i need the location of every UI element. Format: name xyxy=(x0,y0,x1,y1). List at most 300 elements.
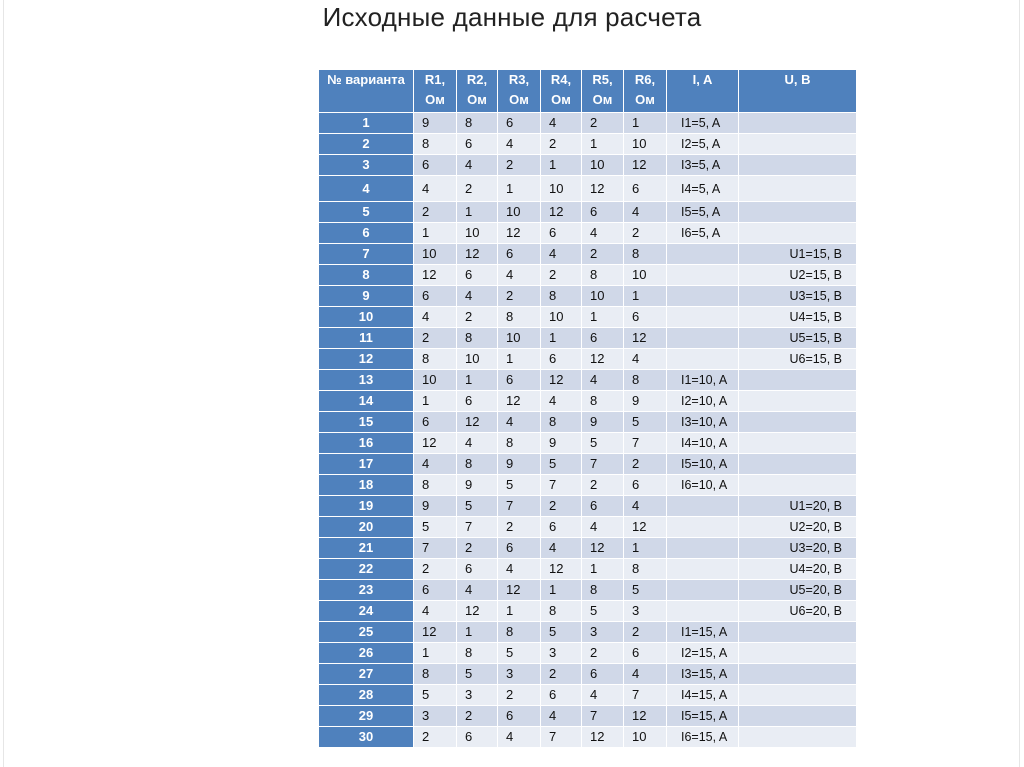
variant-number-cell: 8 xyxy=(319,265,414,286)
voltage-cell: U3=15, B xyxy=(739,286,857,307)
r1-value-cell: 12 xyxy=(414,433,457,454)
r3-value-cell: 5 xyxy=(498,475,541,496)
current-cell: I1=10, A xyxy=(667,370,739,391)
r3-value-cell: 1 xyxy=(498,176,541,202)
table-row xyxy=(319,475,857,496)
variant-number-cell: 2 xyxy=(319,134,414,155)
voltage-cell xyxy=(739,622,857,643)
r5-value-cell: 12 xyxy=(582,538,624,559)
r2-value-cell: 6 xyxy=(457,391,498,412)
r2-value-cell: 6 xyxy=(457,265,498,286)
r6-value-cell: 12 xyxy=(624,706,667,727)
r5-value-cell: 1 xyxy=(582,559,624,580)
current-cell xyxy=(667,265,739,286)
r3-value-cell: 12 xyxy=(498,223,541,244)
table-row xyxy=(319,664,857,685)
table-row xyxy=(319,328,857,349)
variant-number-cell: 6 xyxy=(319,223,414,244)
current-cell xyxy=(667,517,739,538)
variant-number-cell: 17 xyxy=(319,454,414,475)
table-row xyxy=(319,265,857,286)
r3-value-cell: 6 xyxy=(498,113,541,134)
r3-value-cell: 12 xyxy=(498,391,541,412)
r2-value-cell: 7 xyxy=(457,517,498,538)
r5-value-cell: 1 xyxy=(582,307,624,328)
table-row xyxy=(319,538,857,559)
r5-value-cell: 6 xyxy=(582,496,624,517)
r2-value-cell: 4 xyxy=(457,580,498,601)
r6-value-cell: 7 xyxy=(624,433,667,454)
voltage-cell: U5=15, B xyxy=(739,328,857,349)
variant-number-cell: 10 xyxy=(319,307,414,328)
current-cell: I5=15, A xyxy=(667,706,739,727)
r4-value-cell: 10 xyxy=(541,176,582,202)
r4-value-cell: 2 xyxy=(541,664,582,685)
variant-number-cell: 21 xyxy=(319,538,414,559)
r5-value-cell: 1 xyxy=(582,134,624,155)
r1-value-cell: 12 xyxy=(414,622,457,643)
current-cell: I2=5, A xyxy=(667,134,739,155)
r1-value-cell: 5 xyxy=(414,685,457,706)
r4-value-cell: 10 xyxy=(541,307,582,328)
voltage-cell xyxy=(739,643,857,664)
table-row xyxy=(319,155,857,176)
table-row xyxy=(319,349,857,370)
r3-value-cell: 4 xyxy=(498,727,541,748)
variant-number-cell: 19 xyxy=(319,496,414,517)
r4-value-cell: 5 xyxy=(541,454,582,475)
table-body xyxy=(319,113,857,748)
r2-value-cell: 1 xyxy=(457,622,498,643)
r4-value-cell: 4 xyxy=(541,706,582,727)
variant-number-cell: 18 xyxy=(319,475,414,496)
voltage-cell xyxy=(739,176,857,202)
r2-value-cell: 6 xyxy=(457,134,498,155)
r6-value-cell: 6 xyxy=(624,475,667,496)
r4-value-cell: 6 xyxy=(541,349,582,370)
r6-value-cell: 1 xyxy=(624,538,667,559)
variant-number-cell: 1 xyxy=(319,113,414,134)
r5-value-cell: 8 xyxy=(582,265,624,286)
voltage-cell xyxy=(739,706,857,727)
voltage-cell xyxy=(739,433,857,454)
current-cell xyxy=(667,307,739,328)
header-r2: R2, Ом xyxy=(457,70,498,113)
voltage-cell xyxy=(739,475,857,496)
r4-value-cell: 2 xyxy=(541,496,582,517)
voltage-cell xyxy=(739,155,857,176)
r3-value-cell: 7 xyxy=(498,496,541,517)
r5-value-cell: 3 xyxy=(582,622,624,643)
r5-value-cell: 8 xyxy=(582,391,624,412)
variant-number-cell: 9 xyxy=(319,286,414,307)
variants-table xyxy=(318,69,857,748)
r4-value-cell: 7 xyxy=(541,727,582,748)
r2-value-cell: 2 xyxy=(457,176,498,202)
r1-value-cell: 2 xyxy=(414,727,457,748)
r6-value-cell: 4 xyxy=(624,202,667,223)
voltage-cell: U4=20, B xyxy=(739,559,857,580)
r4-value-cell: 8 xyxy=(541,601,582,622)
r2-value-cell: 12 xyxy=(457,601,498,622)
current-cell: I4=5, A xyxy=(667,176,739,202)
current-cell: I3=10, A xyxy=(667,412,739,433)
r2-value-cell: 4 xyxy=(457,155,498,176)
table-header xyxy=(319,70,857,113)
r6-value-cell: 4 xyxy=(624,496,667,517)
r2-value-cell: 3 xyxy=(457,685,498,706)
r1-value-cell: 12 xyxy=(414,265,457,286)
header-variant: № варианта xyxy=(319,70,414,113)
variant-number-cell: 29 xyxy=(319,706,414,727)
variant-number-cell: 11 xyxy=(319,328,414,349)
r1-value-cell: 4 xyxy=(414,454,457,475)
variant-number-cell: 4 xyxy=(319,176,414,202)
current-cell: I3=15, A xyxy=(667,664,739,685)
variant-number-cell: 13 xyxy=(319,370,414,391)
r4-value-cell: 2 xyxy=(541,265,582,286)
variant-number-cell: 22 xyxy=(319,559,414,580)
r3-value-cell: 10 xyxy=(498,202,541,223)
table-row xyxy=(319,433,857,454)
r4-value-cell: 8 xyxy=(541,412,582,433)
current-cell xyxy=(667,496,739,517)
r6-value-cell: 2 xyxy=(624,223,667,244)
r2-value-cell: 6 xyxy=(457,559,498,580)
r3-value-cell: 1 xyxy=(498,349,541,370)
r3-value-cell: 6 xyxy=(498,370,541,391)
r6-value-cell: 8 xyxy=(624,370,667,391)
r4-value-cell: 8 xyxy=(541,286,582,307)
r4-value-cell: 6 xyxy=(541,517,582,538)
r1-value-cell: 9 xyxy=(414,113,457,134)
table-row xyxy=(319,727,857,748)
table-row xyxy=(319,244,857,265)
voltage-cell: U2=20, B xyxy=(739,517,857,538)
r5-value-cell: 5 xyxy=(582,433,624,454)
r1-value-cell: 1 xyxy=(414,223,457,244)
r6-value-cell: 4 xyxy=(624,664,667,685)
table-row xyxy=(319,176,857,202)
r2-value-cell: 9 xyxy=(457,475,498,496)
voltage-cell: U4=15, B xyxy=(739,307,857,328)
r6-value-cell: 10 xyxy=(624,265,667,286)
header-r1: R1, Ом xyxy=(414,70,457,113)
r5-value-cell: 9 xyxy=(582,412,624,433)
r4-value-cell: 6 xyxy=(541,685,582,706)
r5-value-cell: 6 xyxy=(582,664,624,685)
variant-number-cell: 14 xyxy=(319,391,414,412)
r6-value-cell: 12 xyxy=(624,155,667,176)
current-cell: I4=10, A xyxy=(667,433,739,454)
r6-value-cell: 6 xyxy=(624,307,667,328)
r5-value-cell: 7 xyxy=(582,706,624,727)
r3-value-cell: 12 xyxy=(498,580,541,601)
voltage-cell xyxy=(739,370,857,391)
r6-value-cell: 8 xyxy=(624,244,667,265)
r6-value-cell: 12 xyxy=(624,517,667,538)
r4-value-cell: 4 xyxy=(541,244,582,265)
r1-value-cell: 6 xyxy=(414,580,457,601)
table-row xyxy=(319,517,857,538)
voltage-cell: U1=15, B xyxy=(739,244,857,265)
r4-value-cell: 6 xyxy=(541,223,582,244)
table-row xyxy=(319,643,857,664)
r1-value-cell: 2 xyxy=(414,328,457,349)
r6-value-cell: 10 xyxy=(624,727,667,748)
variant-number-cell: 5 xyxy=(319,202,414,223)
r5-value-cell: 8 xyxy=(582,580,624,601)
r3-value-cell: 8 xyxy=(498,433,541,454)
r3-value-cell: 3 xyxy=(498,664,541,685)
r4-value-cell: 12 xyxy=(541,202,582,223)
current-cell: I1=5, A xyxy=(667,113,739,134)
table-row xyxy=(319,685,857,706)
r1-value-cell: 7 xyxy=(414,538,457,559)
voltage-cell: U1=20, B xyxy=(739,496,857,517)
r2-value-cell: 12 xyxy=(457,244,498,265)
current-cell xyxy=(667,244,739,265)
r4-value-cell: 2 xyxy=(541,134,582,155)
r1-value-cell: 2 xyxy=(414,202,457,223)
voltage-cell xyxy=(739,134,857,155)
table-row xyxy=(319,223,857,244)
r2-value-cell: 5 xyxy=(457,496,498,517)
current-cell xyxy=(667,580,739,601)
right-border-line xyxy=(1019,0,1020,767)
r5-value-cell: 4 xyxy=(582,370,624,391)
r5-value-cell: 12 xyxy=(582,349,624,370)
r6-value-cell: 7 xyxy=(624,685,667,706)
r5-value-cell: 10 xyxy=(582,286,624,307)
r6-value-cell: 2 xyxy=(624,622,667,643)
variant-number-cell: 25 xyxy=(319,622,414,643)
r3-value-cell: 4 xyxy=(498,265,541,286)
r1-value-cell: 1 xyxy=(414,643,457,664)
r2-value-cell: 2 xyxy=(457,706,498,727)
table-row xyxy=(319,391,857,412)
r1-value-cell: 4 xyxy=(414,601,457,622)
variant-number-cell: 20 xyxy=(319,517,414,538)
current-cell: I4=15, A xyxy=(667,685,739,706)
r3-value-cell: 4 xyxy=(498,412,541,433)
r3-value-cell: 5 xyxy=(498,643,541,664)
r5-value-cell: 5 xyxy=(582,601,624,622)
r5-value-cell: 4 xyxy=(582,223,624,244)
r6-value-cell: 5 xyxy=(624,412,667,433)
r6-value-cell: 10 xyxy=(624,134,667,155)
r1-value-cell: 3 xyxy=(414,706,457,727)
table-row xyxy=(319,601,857,622)
voltage-cell xyxy=(739,685,857,706)
r4-value-cell: 5 xyxy=(541,622,582,643)
r1-value-cell: 8 xyxy=(414,475,457,496)
header-r3: R3, Ом xyxy=(498,70,541,113)
r4-value-cell: 1 xyxy=(541,155,582,176)
r5-value-cell: 6 xyxy=(582,328,624,349)
r1-value-cell: 1 xyxy=(414,391,457,412)
voltage-cell xyxy=(739,454,857,475)
voltage-cell xyxy=(739,113,857,134)
table-row xyxy=(319,580,857,601)
variant-number-cell: 27 xyxy=(319,664,414,685)
current-cell: I5=5, A xyxy=(667,202,739,223)
r1-value-cell: 4 xyxy=(414,176,457,202)
r1-value-cell: 6 xyxy=(414,286,457,307)
current-cell: I2=10, A xyxy=(667,391,739,412)
current-cell: I6=10, A xyxy=(667,475,739,496)
voltage-cell: U3=20, B xyxy=(739,538,857,559)
r5-value-cell: 2 xyxy=(582,244,624,265)
r3-value-cell: 6 xyxy=(498,538,541,559)
r1-value-cell: 10 xyxy=(414,370,457,391)
r6-value-cell: 6 xyxy=(624,176,667,202)
r2-value-cell: 4 xyxy=(457,433,498,454)
variant-number-cell: 28 xyxy=(319,685,414,706)
r6-value-cell: 8 xyxy=(624,559,667,580)
voltage-cell: U6=20, B xyxy=(739,601,857,622)
left-border-line xyxy=(3,0,4,767)
voltage-cell: U5=20, B xyxy=(739,580,857,601)
r5-value-cell: 4 xyxy=(582,517,624,538)
r1-value-cell: 5 xyxy=(414,517,457,538)
r6-value-cell: 1 xyxy=(624,113,667,134)
r5-value-cell: 10 xyxy=(582,155,624,176)
r6-value-cell: 12 xyxy=(624,328,667,349)
r2-value-cell: 8 xyxy=(457,454,498,475)
r1-value-cell: 4 xyxy=(414,307,457,328)
current-cell: I3=5, A xyxy=(667,155,739,176)
table-row xyxy=(319,559,857,580)
r1-value-cell: 8 xyxy=(414,349,457,370)
header-r6: R6, Ом xyxy=(624,70,667,113)
r6-value-cell: 3 xyxy=(624,601,667,622)
r1-value-cell: 10 xyxy=(414,244,457,265)
table-row xyxy=(319,622,857,643)
r2-value-cell: 6 xyxy=(457,727,498,748)
variant-number-cell: 12 xyxy=(319,349,414,370)
header-current: I, A xyxy=(667,70,739,113)
table-row xyxy=(319,286,857,307)
r5-value-cell: 4 xyxy=(582,685,624,706)
r3-value-cell: 2 xyxy=(498,155,541,176)
r5-value-cell: 12 xyxy=(582,176,624,202)
r2-value-cell: 2 xyxy=(457,307,498,328)
r3-value-cell: 8 xyxy=(498,307,541,328)
header-voltage: U, B xyxy=(739,70,857,113)
r4-value-cell: 12 xyxy=(541,559,582,580)
r2-value-cell: 10 xyxy=(457,349,498,370)
r4-value-cell: 12 xyxy=(541,370,582,391)
table-row xyxy=(319,307,857,328)
r5-value-cell: 12 xyxy=(582,727,624,748)
r2-value-cell: 12 xyxy=(457,412,498,433)
r3-value-cell: 2 xyxy=(498,286,541,307)
r4-value-cell: 4 xyxy=(541,538,582,559)
r3-value-cell: 2 xyxy=(498,685,541,706)
variant-number-cell: 15 xyxy=(319,412,414,433)
r4-value-cell: 9 xyxy=(541,433,582,454)
voltage-cell: U2=15, B xyxy=(739,265,857,286)
voltage-cell xyxy=(739,223,857,244)
voltage-cell: U6=15, B xyxy=(739,349,857,370)
r5-value-cell: 2 xyxy=(582,643,624,664)
r6-value-cell: 1 xyxy=(624,286,667,307)
r5-value-cell: 7 xyxy=(582,454,624,475)
table-row xyxy=(319,706,857,727)
current-cell xyxy=(667,559,739,580)
r5-value-cell: 2 xyxy=(582,475,624,496)
r3-value-cell: 4 xyxy=(498,559,541,580)
r2-value-cell: 5 xyxy=(457,664,498,685)
r2-value-cell: 1 xyxy=(457,202,498,223)
r2-value-cell: 10 xyxy=(457,223,498,244)
r4-value-cell: 1 xyxy=(541,328,582,349)
table-row xyxy=(319,113,857,134)
r4-value-cell: 4 xyxy=(541,113,582,134)
variant-number-cell: 23 xyxy=(319,580,414,601)
r4-value-cell: 4 xyxy=(541,391,582,412)
current-cell: I6=15, A xyxy=(667,727,739,748)
r1-value-cell: 6 xyxy=(414,412,457,433)
r3-value-cell: 4 xyxy=(498,134,541,155)
r3-value-cell: 6 xyxy=(498,706,541,727)
variant-number-cell: 16 xyxy=(319,433,414,454)
header-r4: R4, Ом xyxy=(541,70,582,113)
r1-value-cell: 2 xyxy=(414,559,457,580)
r2-value-cell: 8 xyxy=(457,113,498,134)
r3-value-cell: 2 xyxy=(498,517,541,538)
r1-value-cell: 6 xyxy=(414,155,457,176)
r6-value-cell: 9 xyxy=(624,391,667,412)
r2-value-cell: 1 xyxy=(457,370,498,391)
table-row xyxy=(319,412,857,433)
r2-value-cell: 2 xyxy=(457,538,498,559)
current-cell xyxy=(667,349,739,370)
table-row xyxy=(319,370,857,391)
voltage-cell xyxy=(739,412,857,433)
r6-value-cell: 2 xyxy=(624,454,667,475)
table-row xyxy=(319,454,857,475)
variant-number-cell: 30 xyxy=(319,727,414,748)
r3-value-cell: 6 xyxy=(498,244,541,265)
r3-value-cell: 10 xyxy=(498,328,541,349)
r5-value-cell: 2 xyxy=(582,113,624,134)
r3-value-cell: 1 xyxy=(498,601,541,622)
table-row xyxy=(319,496,857,517)
r4-value-cell: 7 xyxy=(541,475,582,496)
r6-value-cell: 5 xyxy=(624,580,667,601)
table-row xyxy=(319,134,857,155)
variant-number-cell: 24 xyxy=(319,601,414,622)
current-cell: I2=15, A xyxy=(667,643,739,664)
r1-value-cell: 8 xyxy=(414,134,457,155)
current-cell xyxy=(667,538,739,559)
table-row xyxy=(319,202,857,223)
current-cell xyxy=(667,601,739,622)
r4-value-cell: 3 xyxy=(541,643,582,664)
current-cell: I6=5, A xyxy=(667,223,739,244)
r2-value-cell: 8 xyxy=(457,643,498,664)
variant-number-cell: 7 xyxy=(319,244,414,265)
variant-number-cell: 3 xyxy=(319,155,414,176)
current-cell xyxy=(667,286,739,307)
r1-value-cell: 8 xyxy=(414,664,457,685)
variant-number-cell: 26 xyxy=(319,643,414,664)
r2-value-cell: 4 xyxy=(457,286,498,307)
r2-value-cell: 8 xyxy=(457,328,498,349)
voltage-cell xyxy=(739,202,857,223)
